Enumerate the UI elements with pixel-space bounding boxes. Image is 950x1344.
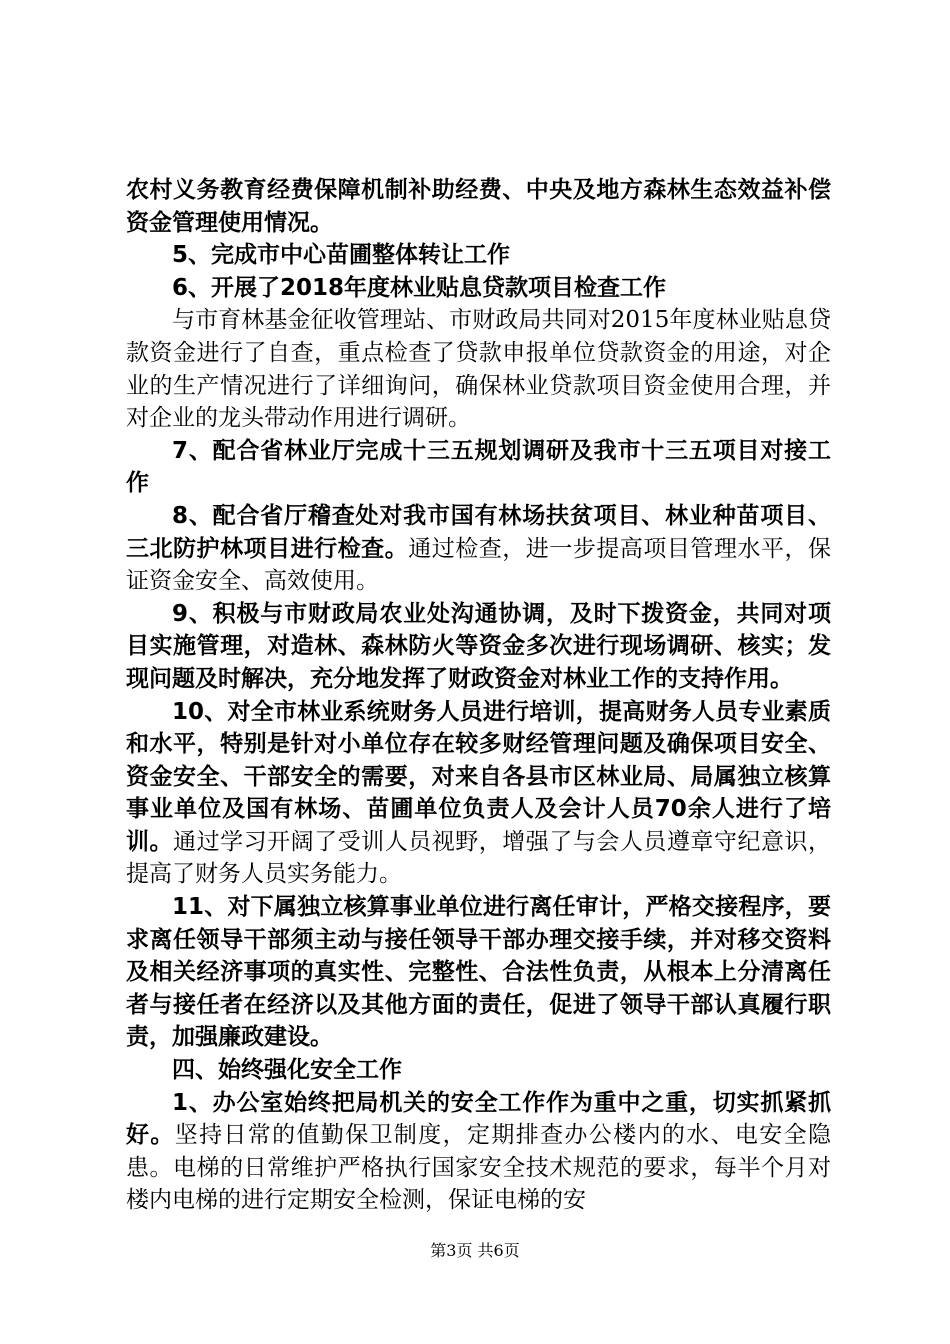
- document-body: [126, 174, 831, 1217]
- paragraph-item-6-detail-plain: 与市育林基金征收管理站、市财政局共同对2015年度林业贴息贷款资金进行了自查，重点检查了贷款申报单位贷款资金的用途，对企业的生产情况进行了详细询问，确保林业贷款项目资金使用合理，并对企业的龙头带动作用进行调研。: [126, 307, 831, 432]
- paragraph-1-bold: 农村义务教育经费保障机制补助经费、中央及地方森林生态效益补偿资金管理使用情况。: [126, 177, 831, 236]
- paragraph-safety-1-bold: 1、办公室始终把局机关的安全工作作为重中之重，切实抓紧抓好。: [126, 1089, 831, 1149]
- paragraph-item-5: [126, 239, 831, 272]
- paragraph-1: [126, 174, 831, 239]
- paragraph-safety-1: [126, 1087, 831, 1217]
- paragraph-item-8: [126, 500, 831, 598]
- section-heading-4: [126, 1054, 831, 1087]
- paragraph-item-6-detail: [126, 304, 831, 434]
- paragraph-safety-1-plain: 坚持日常的值勤保卫制度，定期排查办公楼内的水、电安全隐患。电梯的日常维护严格执行国家安全技术规范的要求，每半个月对楼内电梯的进行定期安全检测，保证电梯的安: [126, 1122, 832, 1214]
- paragraph-item-9-bold: 9、积极与市财政局农业处沟通协调，及时下拨资金，共同对项目实施管理，对造林、森林防火等资金多次进行现场调研、核实；发现问题及时解决，充分地发挥了财政资金对林业工作的支持作用。: [126, 600, 831, 692]
- paragraph-item-9: [126, 598, 831, 696]
- section-heading-4-bold: 四、始终强化安全工作: [172, 1057, 402, 1084]
- paragraph-item-7-bold: 7、配合省林业厅完成十三五规划调研及我市十三五项目对接工作: [126, 437, 831, 497]
- paragraph-item-5-bold: 5、完成市中心苗圃整体转让工作: [172, 242, 511, 269]
- paragraph-item-10-plain: 通过学习开阔了受训人员视野，增强了与会人员遵章守纪意识，提高了财务人员实务能力。: [126, 828, 832, 888]
- paragraph-item-8-bold: 8、配合省厅稽查处对我市国有林场扶贫项目、林业种苗项目、三北防护林项目进行检查。: [126, 502, 831, 562]
- paragraph-item-7: [126, 435, 831, 500]
- paragraph-item-11-bold: 11、对下属独立核算事业单位进行离任审计，严格交接程序，要求离任领导干部须主动与接任领导干部办理交接手续，并对移交资料及相关经济事项的真实性、完整性、合法性负责，从根本上分清离任者与接任者在经济以及其他方面的责任，促进了领导干部认真履行职责，加强廉政建设。: [126, 894, 831, 1051]
- paragraph-item-6: [126, 272, 831, 305]
- paragraph-item-10-bold: 10、对全市林业系统财务人员进行培训，提高财务人员专业素质和水平，特别是针对小单位存在较多财经管理问题及确保项目安全、资金安全、干部安全的需要，对来自各县市区林业局、局属独立核算事业单位及国有林场、苗圃单位负责人及会计人员70余人进行了培训。: [126, 698, 831, 855]
- paragraph-item-8-plain: 通过检查，进一步提高项目管理水平，保证资金安全、高效使用。: [126, 535, 832, 595]
- page-footer: 第3页 共6页: [430, 1241, 520, 1260]
- paragraph-item-11: [126, 891, 831, 1054]
- paragraph-item-6-bold: 6、开展了2018年度林业贴息贷款项目检查工作: [172, 274, 667, 301]
- paragraph-item-10: [126, 696, 831, 892]
